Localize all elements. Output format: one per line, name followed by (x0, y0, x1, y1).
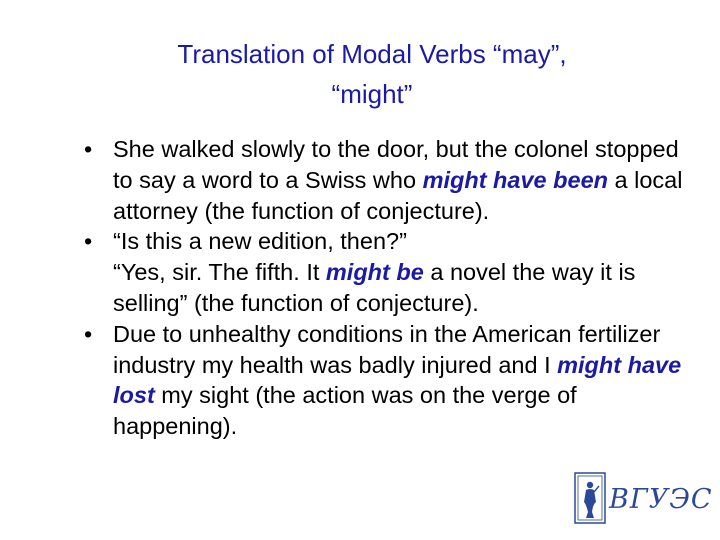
logo-emblem-icon (574, 472, 606, 524)
logo-text: ВГУЭС (609, 484, 713, 515)
highlight-modal: might have lost (113, 351, 682, 409)
bullet-item-1 (84, 134, 684, 226)
bullet-marker: • (84, 228, 93, 255)
bullet-text: Due to unhealthy conditions in the American fertilizer industry my health was badly injured and I (113, 320, 661, 378)
bullet-marker: • (84, 320, 93, 347)
bullet-text: a local attorney (the function of conjecture). (113, 166, 683, 224)
bullet-item-3 (84, 319, 684, 442)
bullet-text: my sight (the action was on the verge of happening). (113, 382, 577, 440)
title-line-1: Translation of Modal Verbs “may”, (177, 39, 567, 69)
slide-title (60, 34, 684, 114)
bullet-text: She walked slowly to the door, but the colonel stopped to say a word to a Swiss who (113, 136, 679, 193)
highlight-modal: might have been (422, 166, 608, 193)
bullet-list (84, 134, 684, 442)
bullet-text: “Yes, sir. The fifth. It (113, 259, 326, 286)
university-logo (574, 470, 713, 526)
bullet-item-2 (84, 226, 684, 318)
bullet-text: “Is this a new edition, then?” (113, 228, 407, 255)
bullet-text: a novel the way it is selling” (the function of conjecture). (113, 259, 636, 316)
title-line-2: “might” (331, 79, 413, 109)
bullet-marker: • (84, 136, 93, 162)
highlight-modal: might be (325, 259, 424, 286)
